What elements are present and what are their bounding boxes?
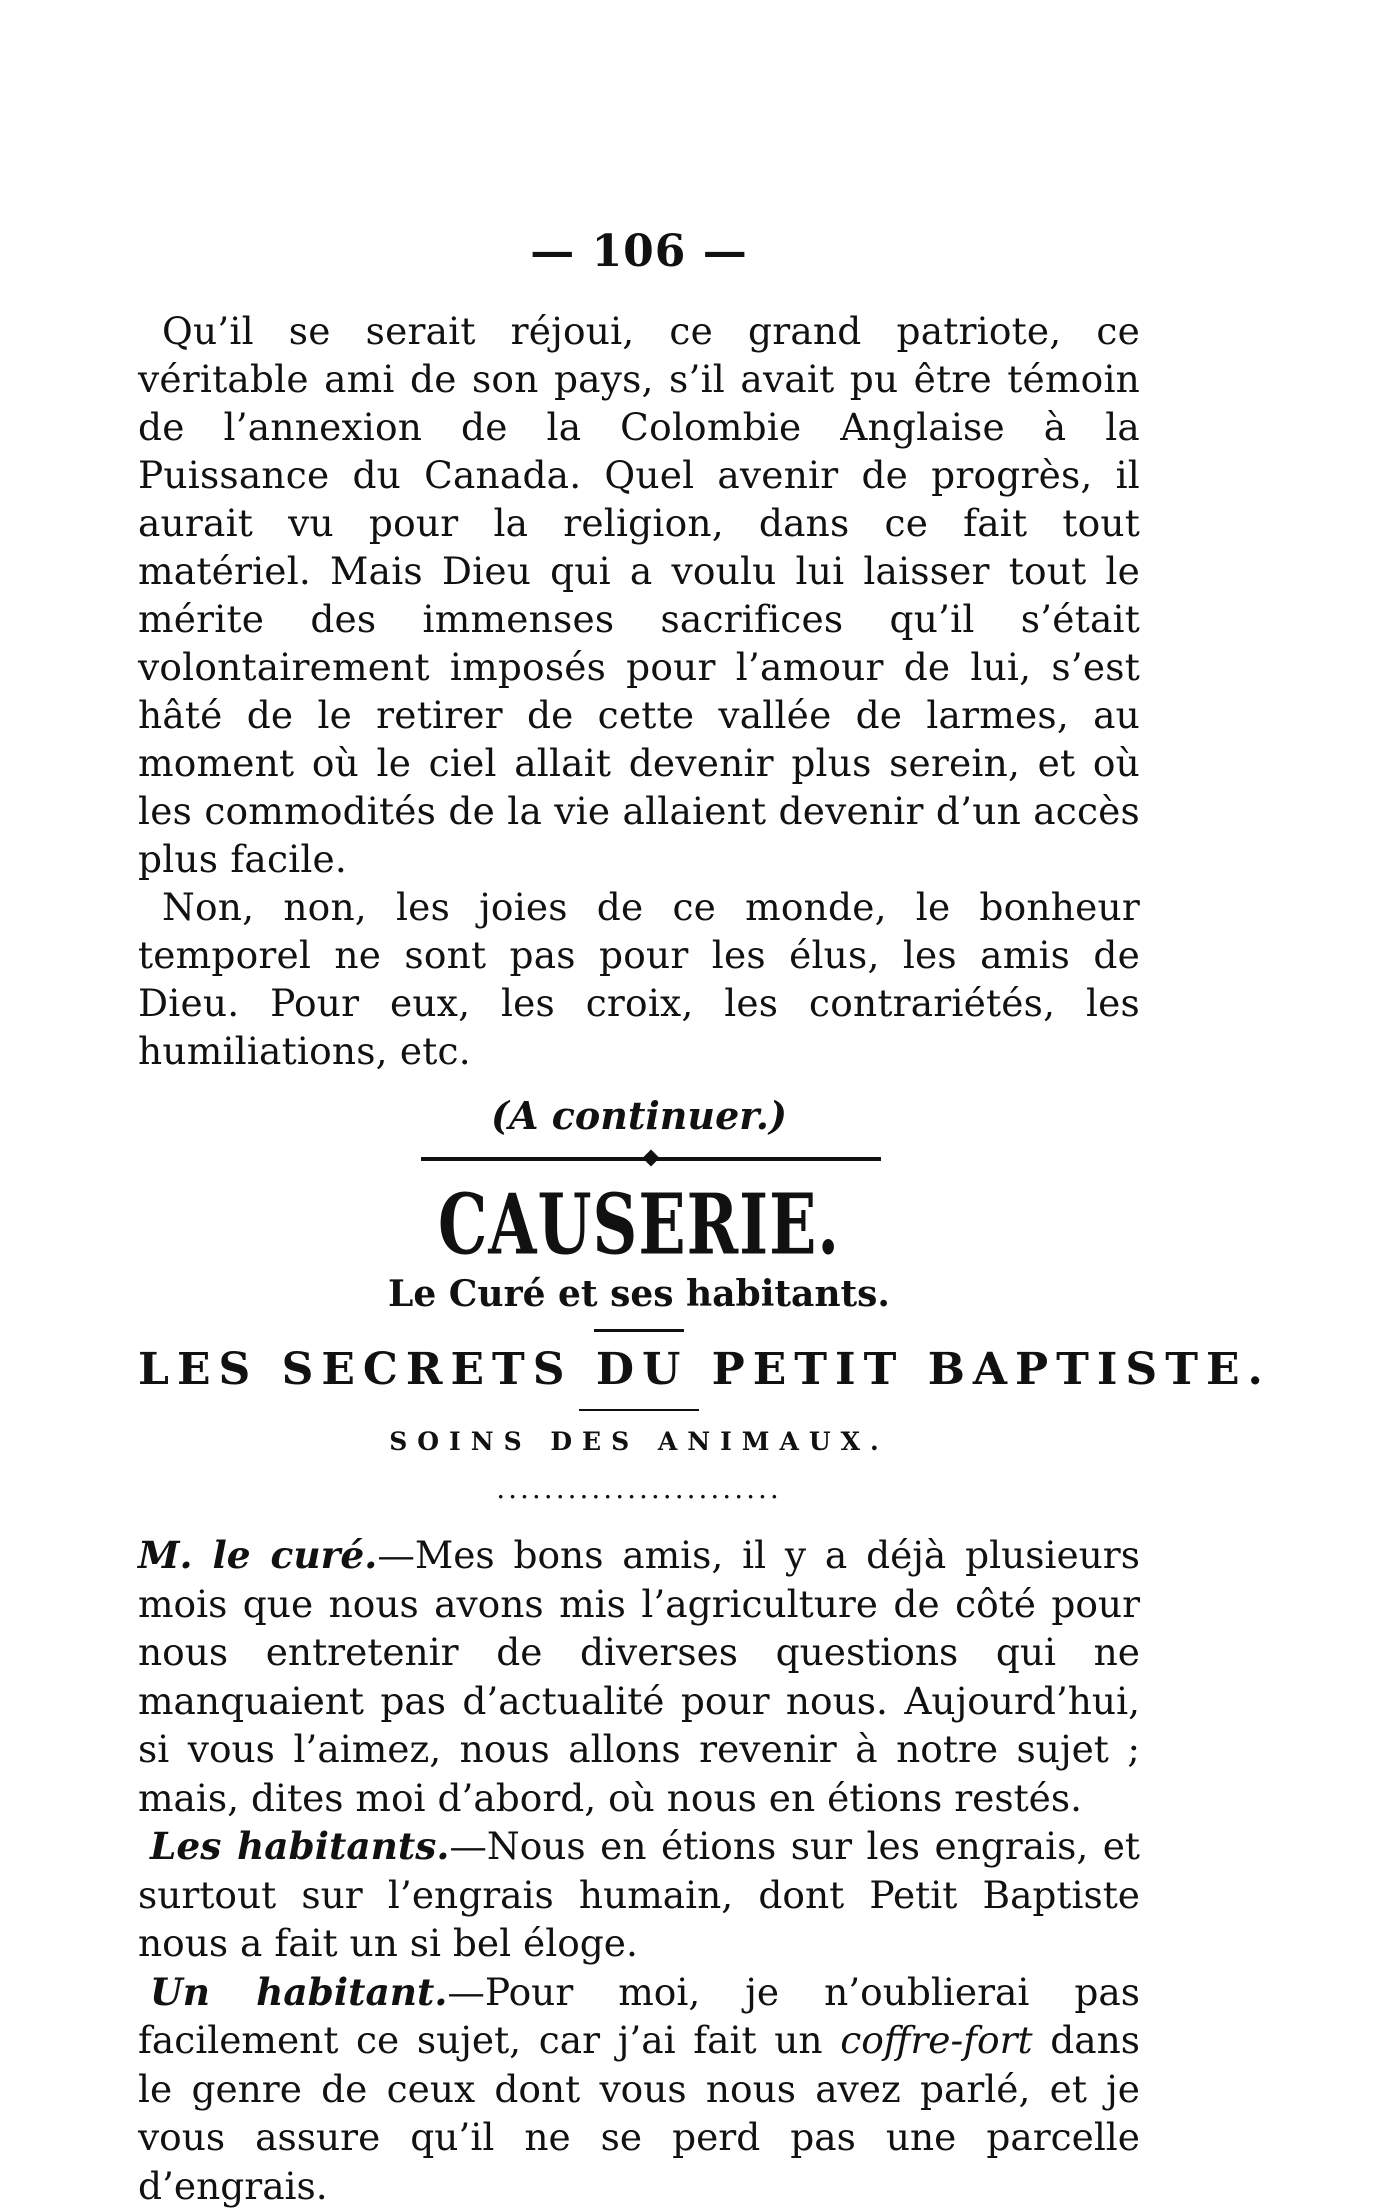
- section-divider: [138, 1148, 1140, 1168]
- dash: —: [447, 1970, 485, 2014]
- section-subtitle: Le Curé et ses habitants.: [138, 1273, 1140, 1315]
- page-number: — 106 —: [138, 226, 1140, 277]
- section-title: CAUSERIE.: [138, 1175, 1140, 1274]
- dialogue-text-before: Pour moi, je n’oublierai pas facilement ce sujet, car j’ai fait un: [138, 1970, 1140, 2063]
- speaker-habitants: Les habitants.: [150, 1824, 449, 1868]
- dialogue-habitant: [138, 1968, 1140, 2210]
- series-rule: [579, 1409, 699, 1411]
- divider-ornament: [643, 1150, 660, 1167]
- dialogue-curé: [138, 1531, 1140, 1822]
- chapter-title: SOINS DES ANIMAUX.: [138, 1427, 1140, 1456]
- dialogue-text-after: dans le genre de ceux dont vous nous avez parlé, et je vous assure qu’il ne se perd pas une parcelle d’engrais.: [138, 2018, 1140, 2208]
- text-column: [138, 226, 1140, 2210]
- speaker-habitant: Un habitant.: [150, 1970, 447, 2014]
- dialogue-text: Nous en étions sur les engrais, et surtout sur l’engrais humain, dont Petit Baptiste nous a fait un si bel éloge.: [138, 1824, 1140, 1965]
- paragraph-continued-2: Non, non, les joies de ce monde, le bonheur temporel ne sont pas pour les élus, les amis de Dieu. Pour eux, les croix, les contrariétés, les humiliations, etc.: [138, 883, 1140, 1075]
- speaker-cure: M. le curé.: [138, 1533, 377, 1577]
- dotted-separator: ........................: [138, 1472, 1140, 1505]
- subtitle-rule: [594, 1329, 684, 1332]
- dash: —: [449, 1824, 487, 1868]
- series-title: LES SECRETS DU PETIT BAPTISTE.: [138, 1344, 1140, 1395]
- dialogue-habitants: [138, 1822, 1140, 1968]
- paragraph-continued-1: Qu’il se serait réjoui, ce grand patriote, ce véritable ami de son pays, s’il avait pu être témoin de l’annexion de la Colombie Anglaise à la Puissance du Canada. Quel avenir de progrès, il aurait vu pour la religion, dans ce fait tout matériel. Mais Dieu qui a voulu lui laisser tout le mérite des immenses sacrifices qu’il s’était volontairement imposés pour l’amour de lui, s’est hâté de le retirer de cette vallée de larmes, au moment où le ciel allait devenir plus serein, et où les commodités de la vie allaient devenir d’un accès plus facile.: [138, 307, 1140, 883]
- emphasis-coffre-fort: coffre-fort: [840, 2018, 1032, 2062]
- continue-note: (A continuer.): [138, 1093, 1140, 1138]
- dash: —: [377, 1533, 415, 1577]
- dialogue-text: Mes bons amis, il y a déjà plusieurs mois que nous avons mis l’agriculture de côté pour nous entretenir de diverses questions qui ne manquaient pas d’actualité pour nous. Aujourd’hui, si vous l’aimez, nous allons revenir à notre sujet ; mais, dites moi d’abord, où nous en étions restés.: [138, 1533, 1140, 1820]
